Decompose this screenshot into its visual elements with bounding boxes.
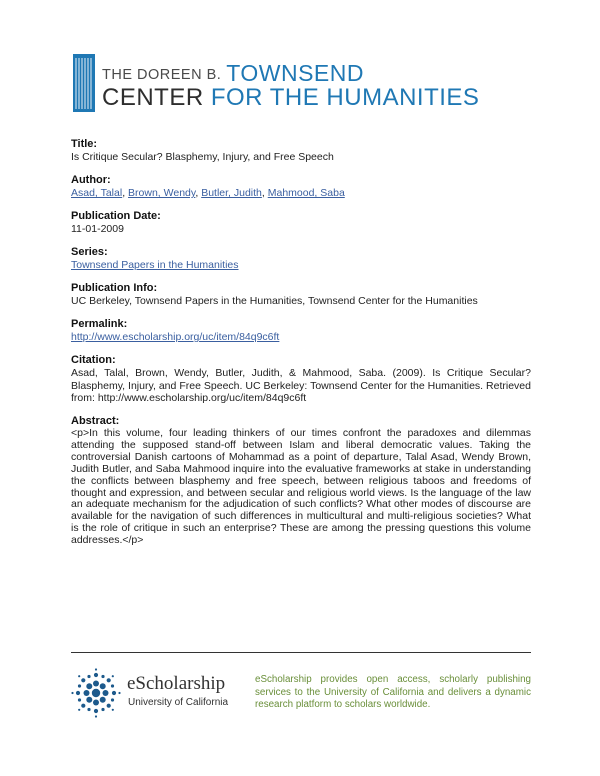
series-link[interactable]: Townsend Papers in the Humanities (71, 259, 239, 271)
escholarship-description: eScholarship provides open access, scholarly publishing services to the University of California and delivers a dynamic research platform to scholars worldwide. (255, 674, 531, 710)
date-label: Publication Date: (71, 210, 161, 222)
title-field (71, 137, 531, 164)
logo-prefix: THE DOREEN B. (102, 67, 222, 83)
author-label: Author: (71, 174, 111, 186)
abstract-text: <p>In this volume, four leading thinkers of our times confront the paradoxes and dilemmas attending the supposed stand-off between Islam and liberal democratic values. Taking the controversial Danish cartoons of Mohammad as a point of departure, Talal Asad, Wendy Brown, Judith Butler, and Saba Mahmood inquire into the evaluative frameworks at stake in understanding the conflicts between blasphemy and free speech, between religious taboos and freedoms of thought and expression, and between secular and religious world views. Is the language of the law an adequate mechanism for the adjudication of such conflicts? What other modes of discourse are available for the navigation of such differences in multicultural and multi-religious societies? What is the role of critique in such an enterprise? These are among the pressing questions this volume addresses.</p> (71, 427, 531, 547)
logo-line-1 (102, 60, 364, 87)
escholarship-university: University of California (128, 697, 229, 708)
pubinfo-value: UC Berkeley, Townsend Papers in the Humanities, Townsend Center for the Humanities (71, 295, 478, 307)
author-link[interactable]: Asad, Talal (71, 187, 123, 199)
townsend-center-logo-icon (73, 54, 95, 112)
date-field (71, 209, 531, 236)
escholarship-dots-logo-icon (71, 668, 121, 718)
citation-text: Asad, Talal, Brown, Wendy, Butler, Judith, & Mahmood, Saba. (2009). Is Critique Secular? Blasphemy, Injury, and Free Speech. UC Berkeley: Townsend Center for the Humanities. Retrieved from: http://www.escholarship.org/uc/item/84q9c6ft (71, 367, 531, 404)
author-separator: , (195, 187, 202, 199)
pubinfo-label: Publication Info: (71, 282, 158, 294)
author-separator: , (261, 187, 268, 199)
footer-divider (71, 652, 531, 653)
title-label: Title: (71, 138, 98, 150)
pubinfo-field (71, 281, 531, 308)
abstract-label: Abstract: (71, 415, 120, 427)
permalink-field (71, 317, 531, 344)
series-field (71, 245, 531, 272)
series-label: Series: (71, 246, 108, 258)
author-separator: , (122, 187, 129, 199)
author-list (71, 187, 531, 200)
abstract-field (71, 414, 531, 547)
logo-line-2 (102, 84, 479, 112)
author-field (71, 173, 531, 200)
citation-field (71, 353, 531, 405)
author-link[interactable]: Butler, Judith (201, 187, 262, 199)
author-link[interactable]: Brown, Wendy (128, 187, 196, 199)
record-metadata (71, 137, 531, 557)
logo-rest: FOR THE HUMANITIES (210, 84, 480, 111)
title-value: Is Critique Secular? Blasphemy, Injury, and Free Speech (71, 151, 334, 163)
author-link[interactable]: Mahmood, Saba (267, 187, 345, 199)
logo-townsend: TOWNSEND (226, 60, 364, 86)
escholarship-brand: eScholarship (127, 673, 226, 694)
permalink-label: Permalink: (71, 318, 128, 330)
townsend-center-logo (73, 54, 480, 112)
citation-label: Citation: (71, 354, 116, 366)
date-value: 11-01-2009 (71, 223, 124, 235)
logo-center: CENTER (102, 84, 204, 111)
permalink-link[interactable]: http://www.escholarship.org/uc/item/84q9c6ft (71, 331, 280, 343)
